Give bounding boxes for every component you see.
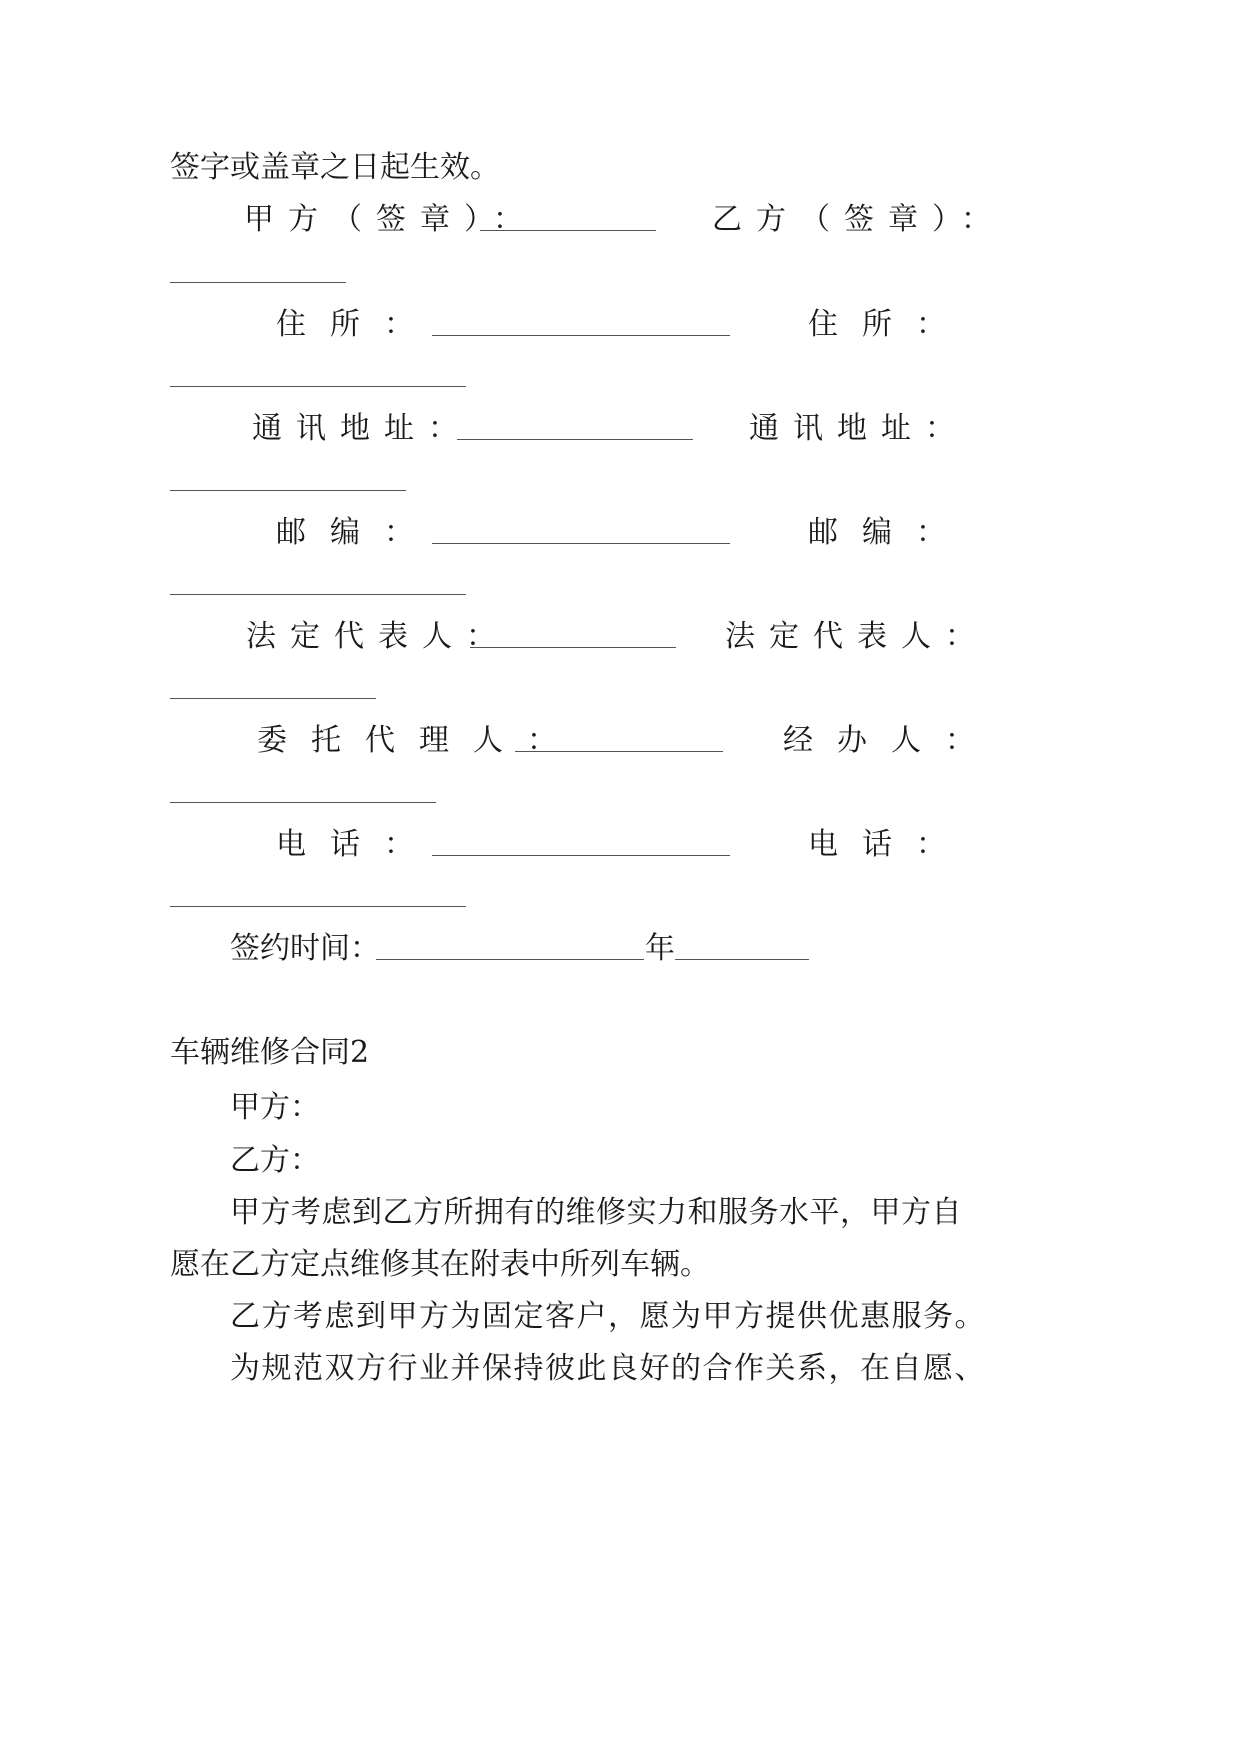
phone-b-label: 电话： xyxy=(808,827,970,862)
address-a-line xyxy=(432,335,730,336)
agent-a-line xyxy=(515,751,723,752)
address-a-label: 住所： xyxy=(276,307,438,342)
sign-date-line xyxy=(376,959,644,960)
mail-b-label: 通讯地址： xyxy=(749,411,969,446)
mail-b-line xyxy=(170,490,406,491)
mail-a-label: 通讯地址： xyxy=(252,411,472,446)
contract2-para3: 为规范双方行业并保持彼此良好的合作关系，在自愿、 xyxy=(230,1351,986,1386)
sign-date-label: 签约时间： xyxy=(230,931,380,966)
mail-a-line xyxy=(457,439,693,440)
contract2-party-b: 乙方： xyxy=(230,1143,320,1178)
postcode-a-line xyxy=(432,543,730,544)
year-line xyxy=(675,959,809,960)
contract2-para1-line1: 甲方考虑到乙方所拥有的维修实力和服务水平，甲方自 xyxy=(230,1195,962,1230)
year-unit: 年 xyxy=(645,931,675,966)
agent-a-label: 委托代理人： xyxy=(257,723,581,758)
phone-a-label: 电话： xyxy=(276,827,438,862)
postcode-a-label: 邮编： xyxy=(276,515,438,550)
party-a-seal-line xyxy=(480,230,656,231)
phone-a-line xyxy=(432,855,730,856)
phone-b-line xyxy=(170,906,466,907)
closing-line: 签字或盖章之日起生效。 xyxy=(170,150,500,185)
postcode-b-line xyxy=(170,594,466,595)
handler-b-label: 经办人： xyxy=(783,723,999,758)
legal-rep-a-label: 法定代表人： xyxy=(246,619,510,654)
legal-rep-b-label: 法定代表人： xyxy=(725,619,989,654)
contract2-title: 车辆维修合同2 xyxy=(170,1035,370,1070)
party-b-seal-line xyxy=(170,282,346,283)
handler-b-line xyxy=(170,802,436,803)
legal-rep-b-line xyxy=(170,698,376,699)
address-b-label: 住所： xyxy=(808,307,970,342)
contract2-party-a: 甲方： xyxy=(230,1090,320,1125)
postcode-b-label: 邮编： xyxy=(808,515,970,550)
party-b-seal-label: 乙方（签章）： xyxy=(712,202,1005,237)
contract2-para2: 乙方考虑到甲方为固定客户，愿为甲方提供优惠服务。 xyxy=(230,1299,986,1334)
contract2-para1-line2: 愿在乙方定点维修其在附表中所列车辆。 xyxy=(170,1247,710,1282)
legal-rep-a-line xyxy=(470,647,676,648)
address-b-line xyxy=(170,386,466,387)
party-a-seal-label: 甲方（签章）： xyxy=(244,202,537,237)
